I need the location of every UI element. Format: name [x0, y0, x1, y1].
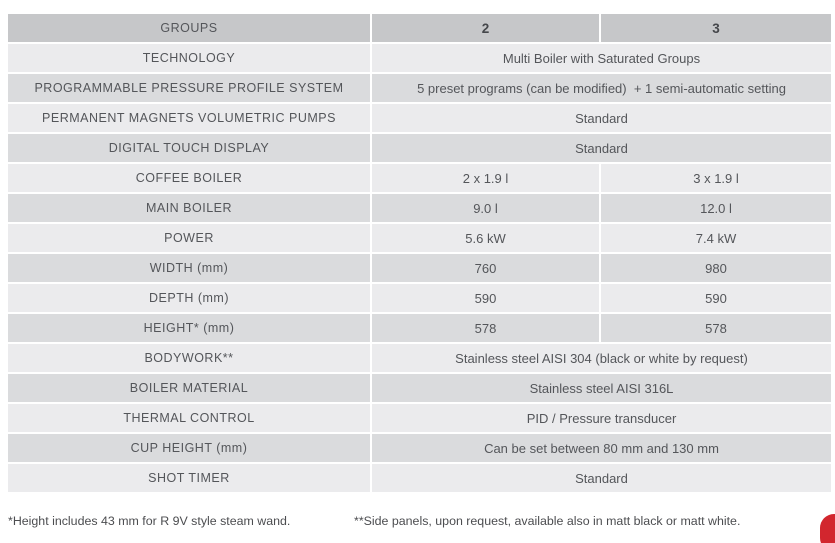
spec-value: Standard: [372, 104, 831, 132]
spec-value-group2: 2 x 1.9 l: [372, 164, 599, 192]
table-row: [8, 134, 831, 162]
row-label: TECHNOLOGY: [8, 44, 370, 72]
spec-value-group3: 980: [601, 254, 831, 282]
footnote-height: *Height includes 43 mm for R 9V style steam wand.: [8, 514, 291, 528]
table-row: [8, 374, 831, 402]
row-label: DIGITAL TOUCH DISPLAY: [8, 134, 370, 162]
table-row: [8, 464, 831, 492]
spec-value: Standard: [372, 134, 831, 162]
spec-value: Can be set between 80 mm and 130 mm: [372, 434, 831, 462]
spec-value-group2: 9.0 l: [372, 194, 599, 222]
spec-value-group2: 5.6 kW: [372, 224, 599, 252]
header-group-2: 2: [372, 14, 599, 42]
spec-value: PID / Pressure transducer: [372, 404, 831, 432]
row-label: BODYWORK**: [8, 344, 370, 372]
spec-value-group3: 12.0 l: [601, 194, 831, 222]
table-row: [8, 194, 831, 222]
spec-value-group3: 590: [601, 284, 831, 312]
spec-value: 5 preset programs (can be modified) + 1 semi-automatic setting: [372, 74, 831, 102]
row-label: COFFEE BOILER: [8, 164, 370, 192]
table-row: [8, 404, 831, 432]
row-label: HEIGHT* (mm): [8, 314, 370, 342]
row-label: WIDTH (mm): [8, 254, 370, 282]
spec-value-group2: 590: [372, 284, 599, 312]
spec-value-group2: 760: [372, 254, 599, 282]
table-row: [8, 254, 831, 282]
spec-value: Stainless steel AISI 304 (black or white by request): [372, 344, 831, 372]
spec-value-group3: 3 x 1.9 l: [601, 164, 831, 192]
row-label: PERMANENT MAGNETS VOLUMETRIC PUMPS: [8, 104, 370, 132]
spec-value: Standard: [372, 464, 831, 492]
row-label: DEPTH (mm): [8, 284, 370, 312]
row-label: MAIN BOILER: [8, 194, 370, 222]
table-row: [8, 284, 831, 312]
footnotes: [0, 511, 835, 531]
spec-value: Multi Boiler with Saturated Groups: [372, 44, 831, 72]
table-row: [8, 74, 831, 102]
spec-value: Stainless steel AISI 316L: [372, 374, 831, 402]
table-row: [8, 104, 831, 132]
spec-value-group2: 578: [372, 314, 599, 342]
row-label: THERMAL CONTROL: [8, 404, 370, 432]
spec-value-group3: 578: [601, 314, 831, 342]
table-header-row: [8, 14, 831, 42]
table-row: [8, 314, 831, 342]
table-row: [8, 224, 831, 252]
header-groups-label: GROUPS: [8, 14, 370, 42]
spec-value-group3: 7.4 kW: [601, 224, 831, 252]
table-row: [8, 434, 831, 462]
row-label: PROGRAMMABLE PRESSURE PROFILE SYSTEM: [8, 74, 370, 102]
header-group-3: 3: [601, 14, 831, 42]
table-row: [8, 44, 831, 72]
row-label: CUP HEIGHT (mm): [8, 434, 370, 462]
spec-table: [6, 12, 833, 494]
table-row: [8, 344, 831, 372]
table-row: [8, 164, 831, 192]
row-label: BOILER MATERIAL: [8, 374, 370, 402]
row-label: POWER: [8, 224, 370, 252]
red-accent-badge[interactable]: [820, 514, 835, 543]
row-label: SHOT TIMER: [8, 464, 370, 492]
footnote-side-panels: **Side panels, upon request, available also in matt black or matt white.: [354, 514, 741, 528]
